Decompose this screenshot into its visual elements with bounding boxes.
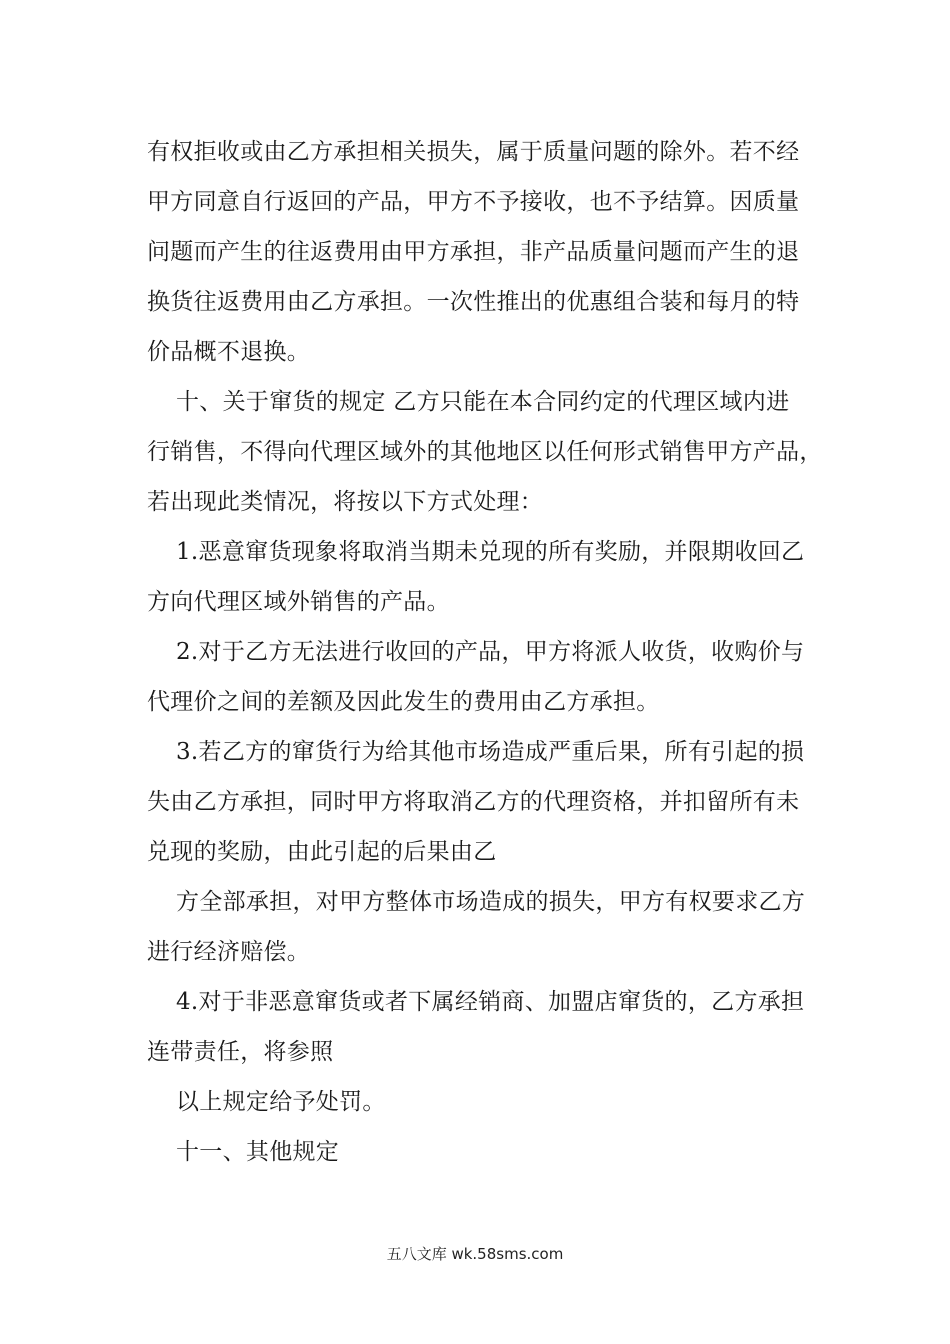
body-text-line: 失由乙方承担，同时甲方将取消乙方的代理资格，并扣留所有未 [147,789,800,815]
list-item-line: 4.对于非恶意窜货或者下属经销商、加盟店窜货的，乙方承担 [176,989,805,1015]
body-text-line: 方全部承担，对甲方整体市场造成的损失，甲方有权要求乙方 [176,889,806,915]
body-text-line: 代理价之间的差额及因此发生的费用由乙方承担。 [147,689,660,715]
body-text-line: 若出现此类情况，将按以下方式处理： [147,489,544,515]
body-text-line: 问题而产生的往返费用由甲方承担，非产品质量问题而产生的退 [147,239,800,265]
page-footer: 五八文库 wk.58sms.com [386,1245,564,1263]
body-text-line: 换货往返费用由乙方承担。一次性推出的优惠组合装和每月的特 [147,289,800,315]
list-item-line: 2.对于乙方无法进行收回的产品，甲方将派人收货，收购价与 [176,639,805,665]
body-text-line: 行销售，不得向代理区域外的其他地区以任何形式销售甲方产品， [147,439,823,465]
body-text-line: 方向代理区域外销售的产品。 [147,589,450,615]
section-heading-line: 十一、其他规定 [176,1139,340,1165]
body-text-line: 连带责任，将参照 [147,1039,334,1065]
body-text-line: 进行经济赔偿。 [147,939,311,965]
body-text-line: 价品概不退换。 [147,339,311,365]
body-text-line: 有权拒收或由乙方承担相关损失，属于质量问题的除外。若不经 [147,139,800,165]
list-item-line: 3.若乙方的窜货行为给其他市场造成严重后果，所有引起的损 [176,739,805,765]
body-text-line: 兑现的奖励，由此引起的后果由乙 [147,839,497,865]
body-text-line: 甲方同意自行返回的产品，甲方不予接收，也不予结算。因质量 [147,189,800,215]
list-item-line: 1.恶意窜货现象将取消当期未兑现的所有奖励，并限期收回乙 [176,539,805,565]
section-heading-line: 十、关于窜货的规定 乙方只能在本合同约定的代理区域内进 [176,389,790,415]
body-text-line: 以上规定给予处罚。 [176,1089,386,1115]
